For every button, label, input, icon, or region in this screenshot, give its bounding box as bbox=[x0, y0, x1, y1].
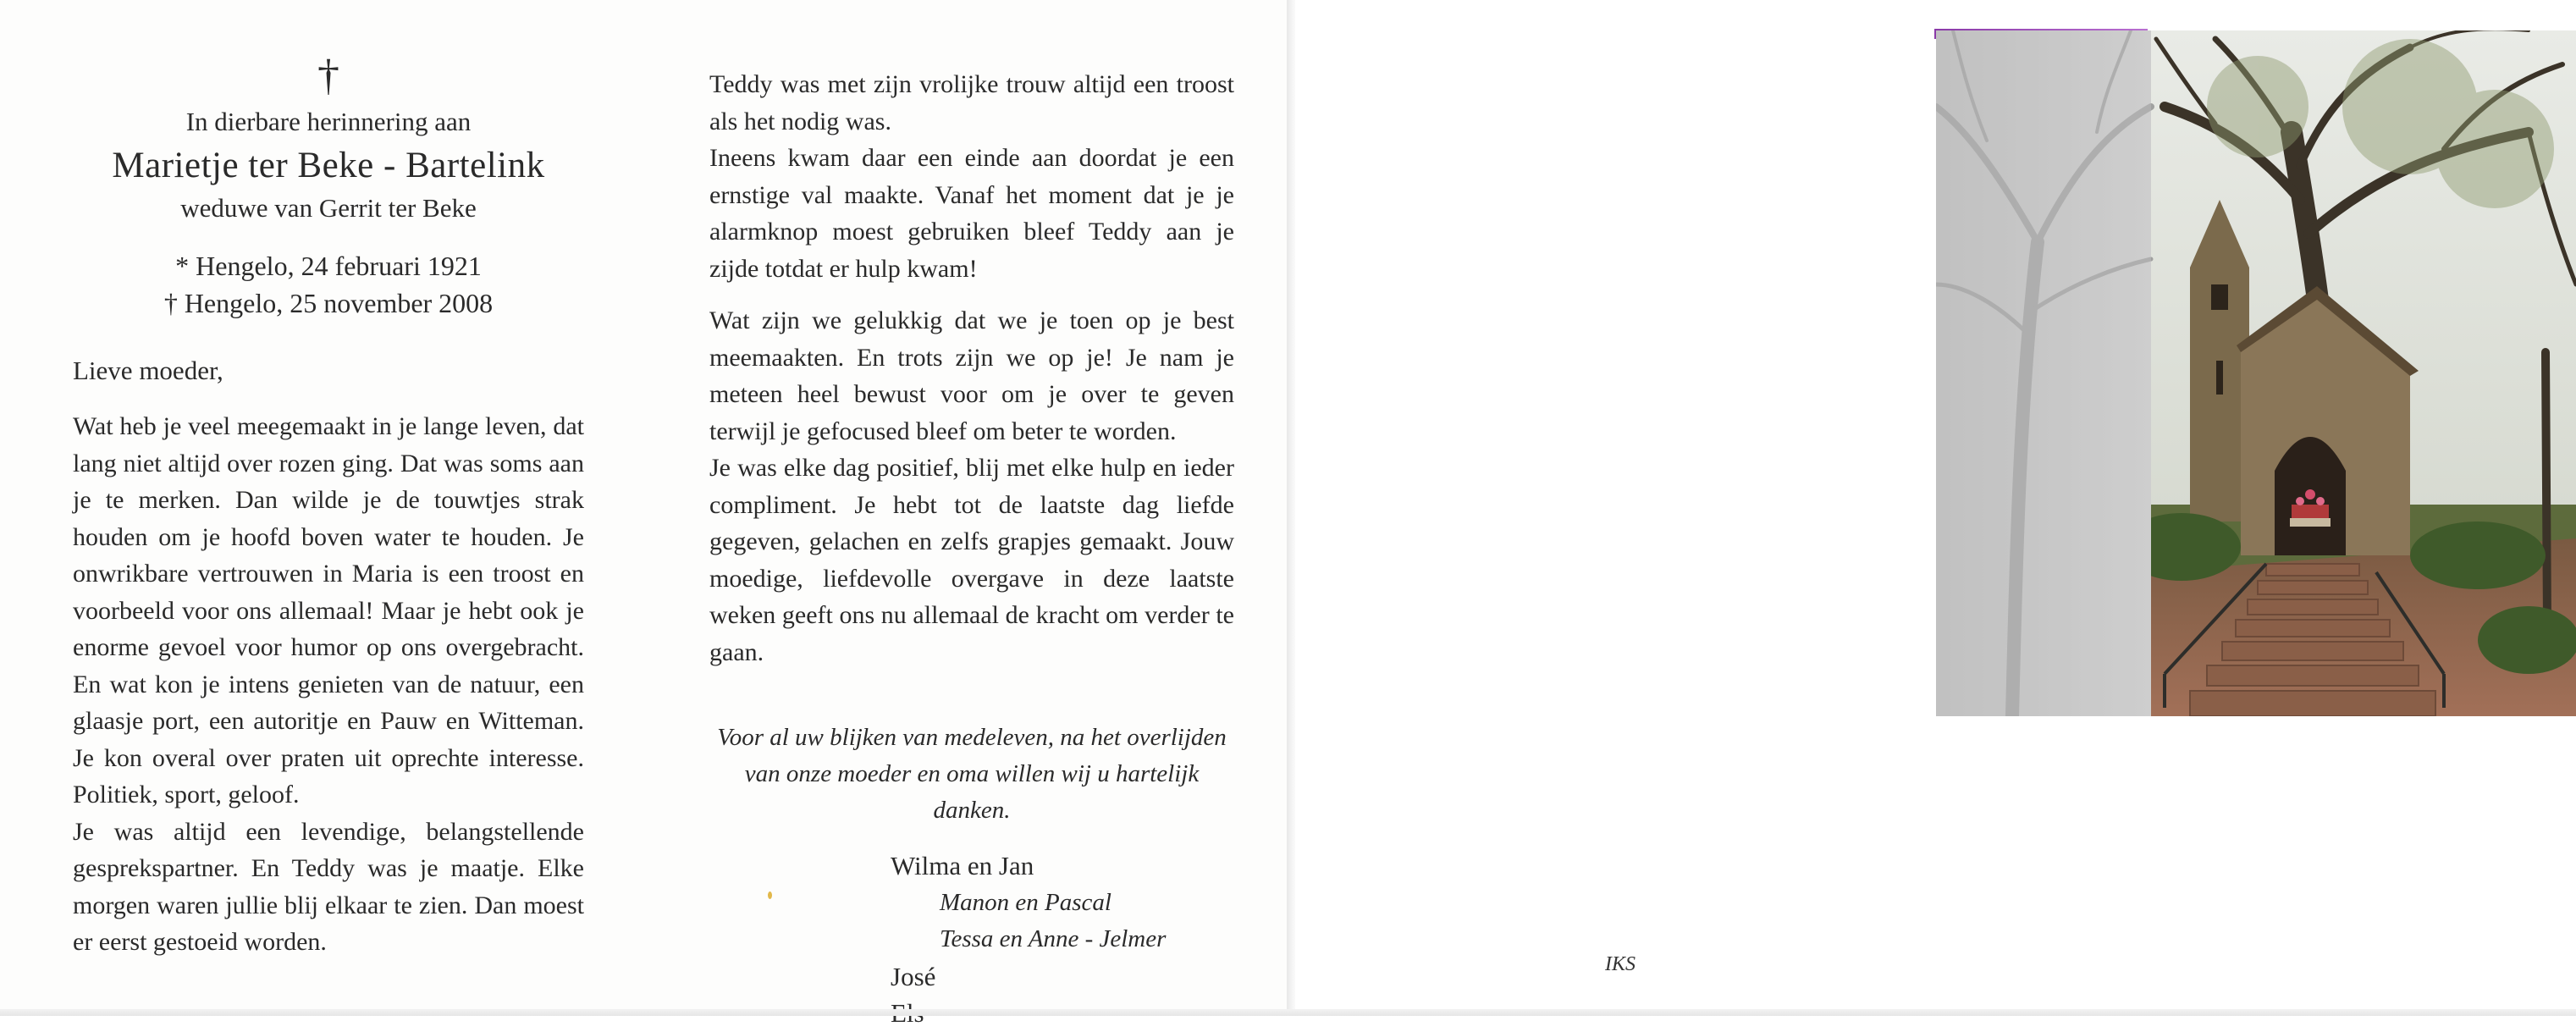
card-bottom-edge bbox=[0, 1009, 2576, 1016]
paragraph: Je was altijd een levendige, belangstellende gesprekspartner. En Teddy was je maatje. Elke morgen waren jullie blij elkaar te zien. Dan moest er eerst gestoeid worden. bbox=[73, 817, 584, 956]
paper-speck bbox=[768, 891, 772, 899]
chapel-photo bbox=[1936, 30, 2576, 716]
salutation: Lieve moeder, bbox=[73, 356, 223, 385]
publisher-mark: IKS bbox=[1605, 953, 1636, 975]
deceased-name: Marietje ter Beke - Bartelink bbox=[112, 146, 545, 185]
signature-family: José bbox=[891, 961, 936, 991]
right-column bbox=[709, 66, 1234, 1032]
cross-icon: † bbox=[317, 52, 339, 100]
left-column bbox=[73, 51, 584, 961]
paragraph: Wat heb je veel meegemaakt in je lange leven, dat lang niet altijd over rozen ging. Dat was soms aan je te merken. Dan wilde je de touwtjes strak houden om je hoofd boven water te houden. Je onwrikbare vertrouwen in Maria is een troost en voorbeeld voor ons allemaal! Maar je hebt ook je enorme gevoel voor humor op ons overgebracht. En wat kon je intens genieten van de natuur, een glaasje port, een autoritje en Pauw en Witteman. Je kon overal over praten uit oprechte interesse. Politiek, sport, geloof. bbox=[73, 412, 584, 808]
signature-grandchildren: Tessa en Anne - Jelmer bbox=[940, 925, 1167, 952]
life-dates bbox=[73, 247, 584, 322]
intro-line: In dierbare herinnering aan bbox=[185, 107, 472, 136]
widow-of-line: weduwe van Gerrit ter Beke bbox=[180, 193, 477, 223]
signature-grandchildren: Manon en Pascal bbox=[940, 888, 1111, 916]
paragraph: Teddy was met zijn vrolijke trouw altijd een troost als het nodig was. bbox=[709, 70, 1234, 135]
paragraph: Wat zijn we gelukkig dat we je toen op je best meemaakten. En trots zijn we op je! Je nam je meteen heel bewust voor om je over te geven terwijl je gefocused bleef om beter te worden. bbox=[709, 306, 1234, 445]
paragraph: Je was elke dag positief, blij met elke hulp en ieder compliment. Je hebt tot de laatste dag liefde gegeven, gelachen en zelfs grapjes gemaakt. Jouw moedige, liefdevolle overgave in deze laatste weken geeft ons nu allemaal de kracht om verder te gaan. bbox=[709, 454, 1234, 666]
letter-body-left bbox=[73, 408, 584, 961]
thank-you-note: Voor al uw blijken van medeleven, na het overlijden van onze moeder en oma willen wij u hartelijk danken. bbox=[717, 724, 1227, 824]
signature-family: Wilma en Jan bbox=[891, 851, 1034, 880]
birth-date: * Hengelo, 24 februari 1921 bbox=[175, 251, 482, 281]
signatures bbox=[709, 847, 1234, 1032]
death-date: † Hengelo, 25 november 2008 bbox=[163, 288, 494, 318]
card-inner-spread bbox=[0, 0, 1293, 1016]
paragraph: Ineens kwam daar een einde aan doordat je een ernstige val maakte. Vanaf het moment dat je je alarmknop moest gebruiken bleef Teddy aan je zijde totdat er hulp kwam! bbox=[709, 144, 1234, 283]
